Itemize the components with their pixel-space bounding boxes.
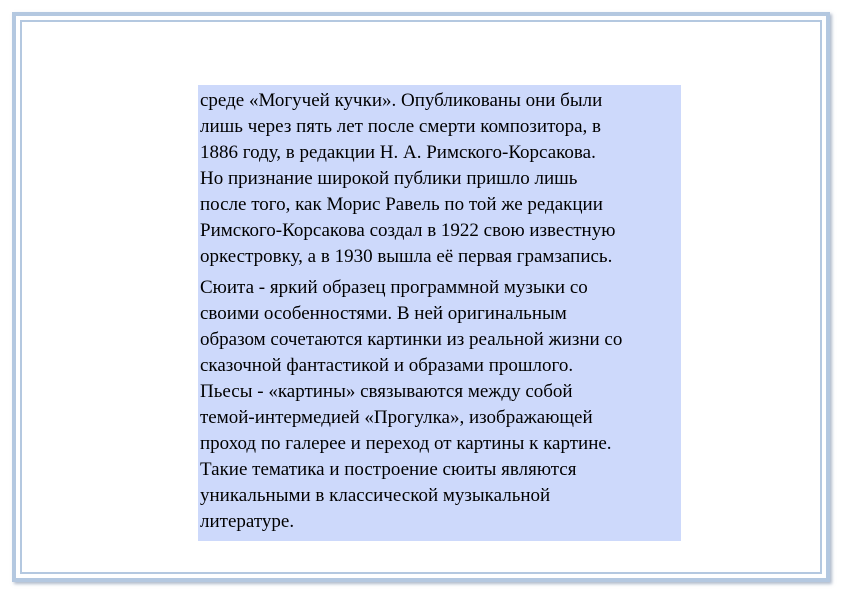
text-line: Римского-Корсакова создал в 1922 свою известную bbox=[200, 220, 616, 241]
paragraph-history bbox=[200, 88, 681, 270]
text-line: Сюита - яркий образец программной музыки со bbox=[200, 277, 588, 298]
text-block bbox=[198, 85, 681, 541]
text-line: оркестровку, а в 1930 вышла её первая грамзапись. bbox=[200, 246, 613, 267]
text-line: темой-интермедией «Прогулка», изображающей bbox=[200, 407, 593, 428]
text-line: Пьесы - «картины» связываются между собой bbox=[200, 381, 573, 402]
text-line: после того, как Морис Равель по той же редакции bbox=[200, 194, 603, 215]
text-line: Но признание широкой публики пришло лишь bbox=[200, 168, 578, 189]
text-line: литературе. bbox=[200, 511, 295, 532]
text-line: Такие тематика и построение сюиты являются bbox=[200, 459, 577, 480]
text-line: среде «Могучей кучки». Опубликованы они были bbox=[200, 90, 603, 111]
text-line: сказочной фантастикой и образами прошлого. bbox=[200, 355, 574, 376]
text-line: образом сочетаются картинки из реальной жизни со bbox=[200, 329, 623, 350]
paragraph-suite bbox=[200, 275, 681, 535]
text-line: проход по галерее и переход от картины к картине. bbox=[200, 433, 612, 454]
text-line: 1886 году, в редакции Н. А. Римского-Корсакова. bbox=[200, 142, 596, 163]
text-line: своими особенностями. В ней оригинальным bbox=[200, 303, 567, 324]
text-line: лишь через пять лет после смерти композитора, в bbox=[200, 116, 602, 137]
text-line: уникальными в классической музыкальной bbox=[200, 485, 551, 506]
